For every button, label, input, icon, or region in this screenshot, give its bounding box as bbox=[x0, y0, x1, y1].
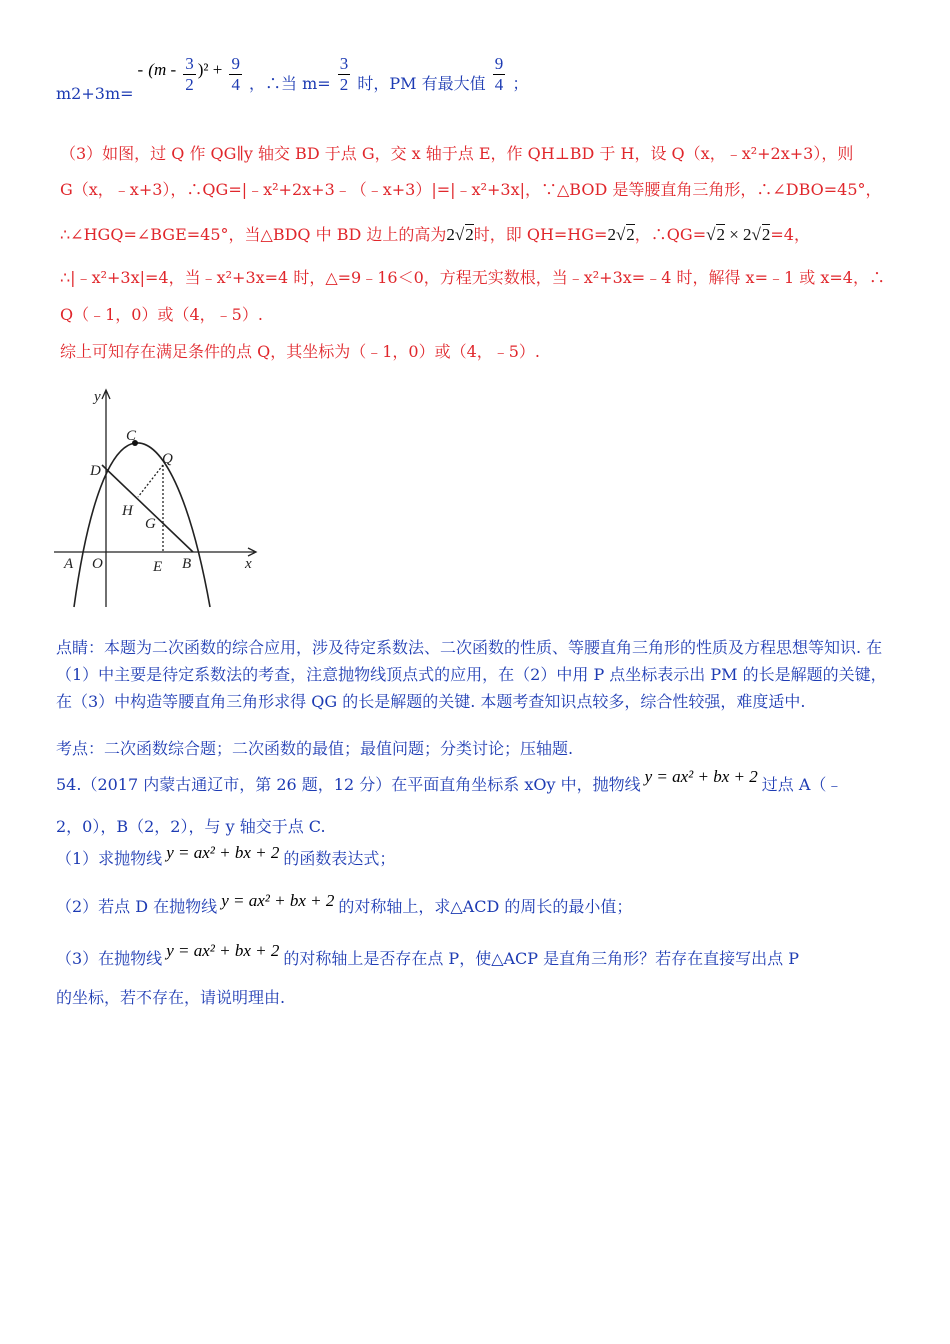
part3-line4: ∴|﹣x²+3x|=4，当﹣x²+3x=4 时，△=9﹣16＜0，方程无实数根，当﹣x²+3x=﹣4 时，解得 x=﹣1 或 x=4，∴ bbox=[60, 268, 885, 287]
part3-line1: （3）如图，过 Q 作 QG∥y 轴交 BD 于点 G，交 x 轴于点 E，作 QH⊥BD 于 H，设 Q（x，﹣x²+2x+3），则 bbox=[60, 144, 854, 163]
fraction-9-4-a: $\frac{9}{4}$ bbox=[231, 54, 240, 94]
label-Q: Q bbox=[162, 451, 173, 467]
question-2: （2）若点 D 在抛物线 y = ax² + bx + 2 的对称轴上，求△ACD 的周长的最小值； bbox=[56, 891, 633, 916]
label-B: B bbox=[182, 556, 192, 572]
part3-line3: ∴∠HGQ=∠BGE=45°，当△BDQ 中 BD 边上的高为2√2时，即 QH=HG=2√2，∴QG=√2 × 2√2=4， bbox=[60, 225, 810, 244]
when-text: ，∴当 m= bbox=[249, 74, 331, 93]
label-G: G bbox=[145, 516, 156, 532]
segment-QH bbox=[138, 465, 163, 497]
label-D: D bbox=[90, 463, 101, 479]
comment-paragraph: 点睛：本题为二次函数的综合应用，涉及待定系数法、二次函数的性质、等腰直角三角形的性质及方程思想等知识. 在（1）中主要是待定系数法的考查，注意抛物线顶点式的应用，在（2）中用 P 点坐标表示出 PM 的长是解题的关键，在（3）中构造等腰直角三角形求得 QG 的长是解题的关键. 本题考查知识点较多，综合性较强，难度适中. bbox=[56, 638, 887, 711]
problem54-intro-cont: 2，0），B（2，2），与 y 轴交于点 C. bbox=[56, 817, 326, 836]
label-x: x bbox=[245, 556, 252, 572]
parabola-equation: y = ax² + bx + 2 bbox=[644, 767, 758, 786]
label-y: y bbox=[94, 389, 101, 405]
result-prefix: m2+3m= bbox=[56, 84, 134, 103]
label-E: E bbox=[153, 559, 163, 575]
exam-points: 考点：二次函数综合题；二次函数的最值；最值问题；分类讨论；压轴题. bbox=[56, 739, 574, 758]
question-1: （1）求抛物线 y = ax² + bx + 2 的函数表达式； bbox=[56, 843, 396, 868]
square-plus: )² + bbox=[197, 60, 223, 79]
label-O: O bbox=[92, 556, 103, 572]
max-text: 时，PM 有最大值 bbox=[357, 74, 486, 93]
label-A: A bbox=[64, 556, 74, 572]
label-H: H bbox=[122, 503, 133, 519]
m-part: (m - bbox=[148, 60, 177, 79]
question-3: （3）在抛物线 y = ax² + bx + 2 的对称轴上是否存在点 P，使△ACP 是直角三角形？若存在直接写出点 P bbox=[56, 941, 800, 968]
line-DB bbox=[102, 465, 193, 552]
label-C: C bbox=[126, 428, 137, 444]
parabola-figure bbox=[50, 385, 270, 615]
problem54-intro: 54.（2017 内蒙古通辽市，第 26 题，12 分）在平面直角坐标系 xOy 中，抛物线 y = ax² + bx + 2 过点 A（﹣ bbox=[56, 767, 843, 794]
part3-line2: G（x，﹣x+3），∴QG=|﹣x²+2x+3﹣（﹣x+3）|=|﹣x²+3x|，∵△BOD 是等腰直角三角形，∴∠DBO=45°， bbox=[60, 180, 882, 199]
fraction-3-2-b: $\frac{3}{2}$ bbox=[339, 54, 349, 94]
question-3-cont: 的坐标，若不存在，请说明理由. bbox=[56, 988, 286, 1007]
fraction-3-2-a: $\frac{3}{2}$ bbox=[185, 54, 194, 94]
part3-conclusion: 综上可知存在满足条件的点 Q，其坐标为（﹣1，0）或（4，﹣5）. bbox=[60, 342, 541, 361]
part3-line5: Q（﹣1，0）或（4，﹣5）. bbox=[60, 305, 263, 324]
fraction-9-4-b: $\frac{9}{4}$ bbox=[494, 54, 504, 94]
semicolon: ； bbox=[512, 74, 529, 93]
result-line bbox=[56, 54, 529, 120]
neg-sign: - bbox=[137, 60, 144, 79]
